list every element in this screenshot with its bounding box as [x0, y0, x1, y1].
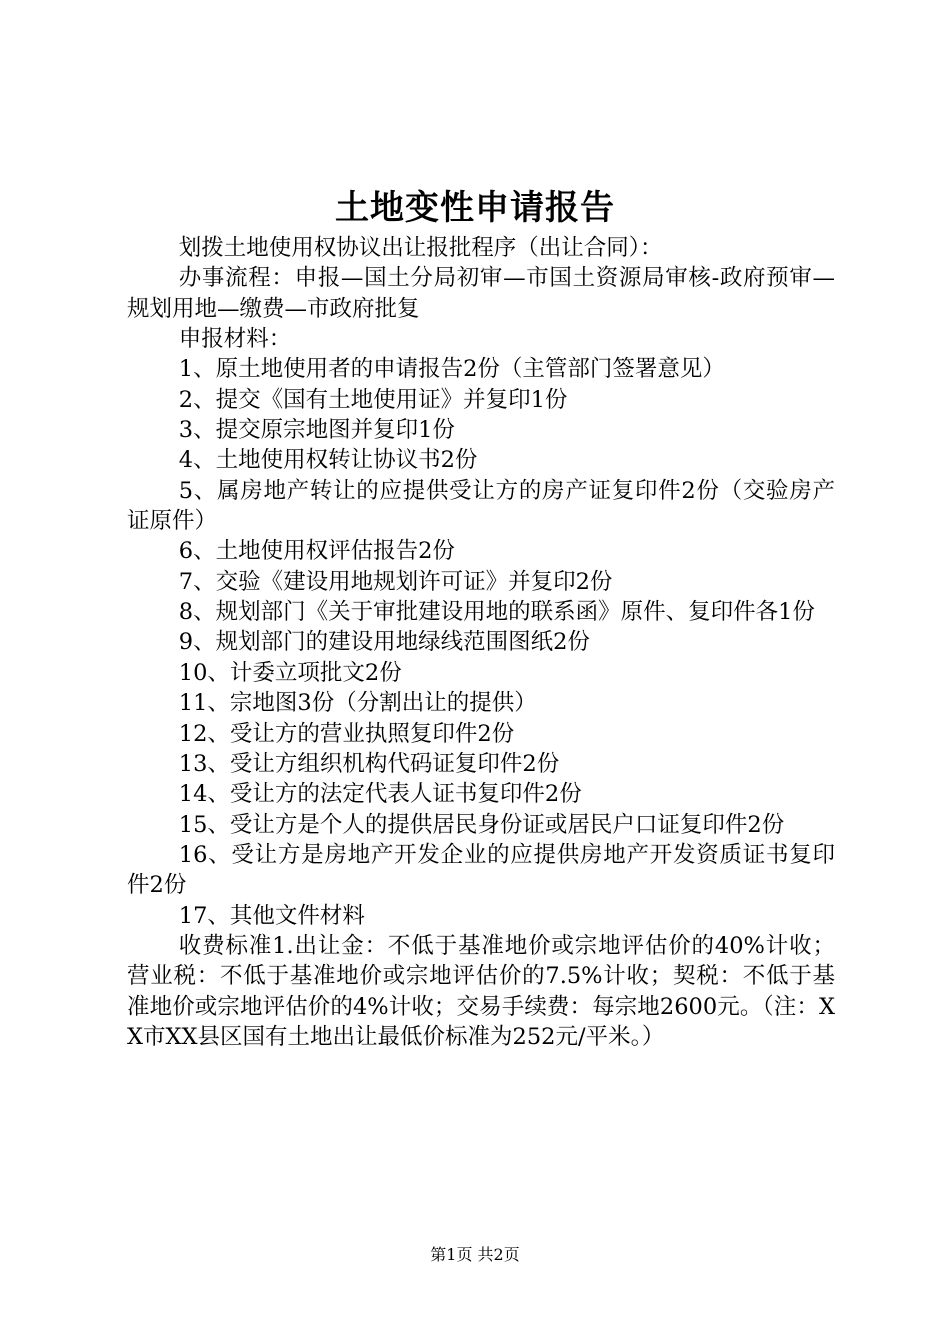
list-item: 7、交验《建设用地规划许可证》并复印2份 — [178, 568, 613, 595]
list-item: 1、原土地使用者的申请报告2份（主管部门签署意见） — [178, 356, 725, 383]
list-item: 11、宗地图3份（分割出让的提供） — [178, 690, 537, 717]
list-item: 9、规划部门的建设用地绿线范围图纸2份 — [178, 629, 590, 656]
list-item: 3、提交原宗地图并复印1份 — [178, 417, 455, 444]
page-title: 土地变性申请报告 — [335, 188, 615, 228]
paragraph-workflow: 办事流程：申报—国土分局初审—市国土资源局审核-政府预审—规划用地—缴费—市政府批复 — [127, 265, 835, 322]
list-item: 8、规划部门《关于审批建设用地的联系函》原件、复印件各1份 — [178, 599, 815, 626]
list-item: 10、计委立项批文2份 — [178, 659, 402, 686]
list-item: 5、属房地产转让的应提供受让方的房产证复印件2份（交验房产证原件） — [127, 477, 835, 535]
list-item: 2、提交《国有土地使用证》并复印1份 — [178, 386, 568, 413]
paragraph-procedure-heading: 划拨土地使用权协议出让报批程序（出让合同）： — [178, 235, 663, 261]
list-item: 16、受让方是房地产开发企业的应提供房地产开发资质证书复印件2份 — [127, 841, 835, 899]
list-item: 17、其他文件材料 — [178, 902, 365, 929]
list-item: 15、受让方是个人的提供居民身份证或居民户口证复印件2份 — [178, 811, 785, 838]
list-item: 12、受让方的营业执照复印件2份 — [178, 720, 515, 747]
list-item: 6、土地使用权评估报告2份 — [178, 538, 455, 565]
list-item: 14、受让方的法定代表人证书复印件2份 — [178, 781, 582, 808]
paragraph-materials-heading: 申报材料： — [178, 326, 292, 353]
list-item: 13、受让方组织机构代码证复印件2份 — [178, 750, 560, 777]
list-item: 4、土地使用权转让协议书2份 — [178, 447, 478, 474]
document-body — [127, 233, 835, 1052]
paragraph-fee-standard: 收费标准1.出让金：不低于基准地价或宗地评估价的40%计收；营业税：不低于基准地价或宗地评估价的7.5%计收；契税：不低于基准地价或宗地评估价的4%计收；交易手续费：每宗地2600元。（注：XX市XX县区国有土地出让最低价标准为252元/平米。） — [127, 932, 835, 1050]
page-number: 第1页 共2页 — [430, 1245, 520, 1264]
